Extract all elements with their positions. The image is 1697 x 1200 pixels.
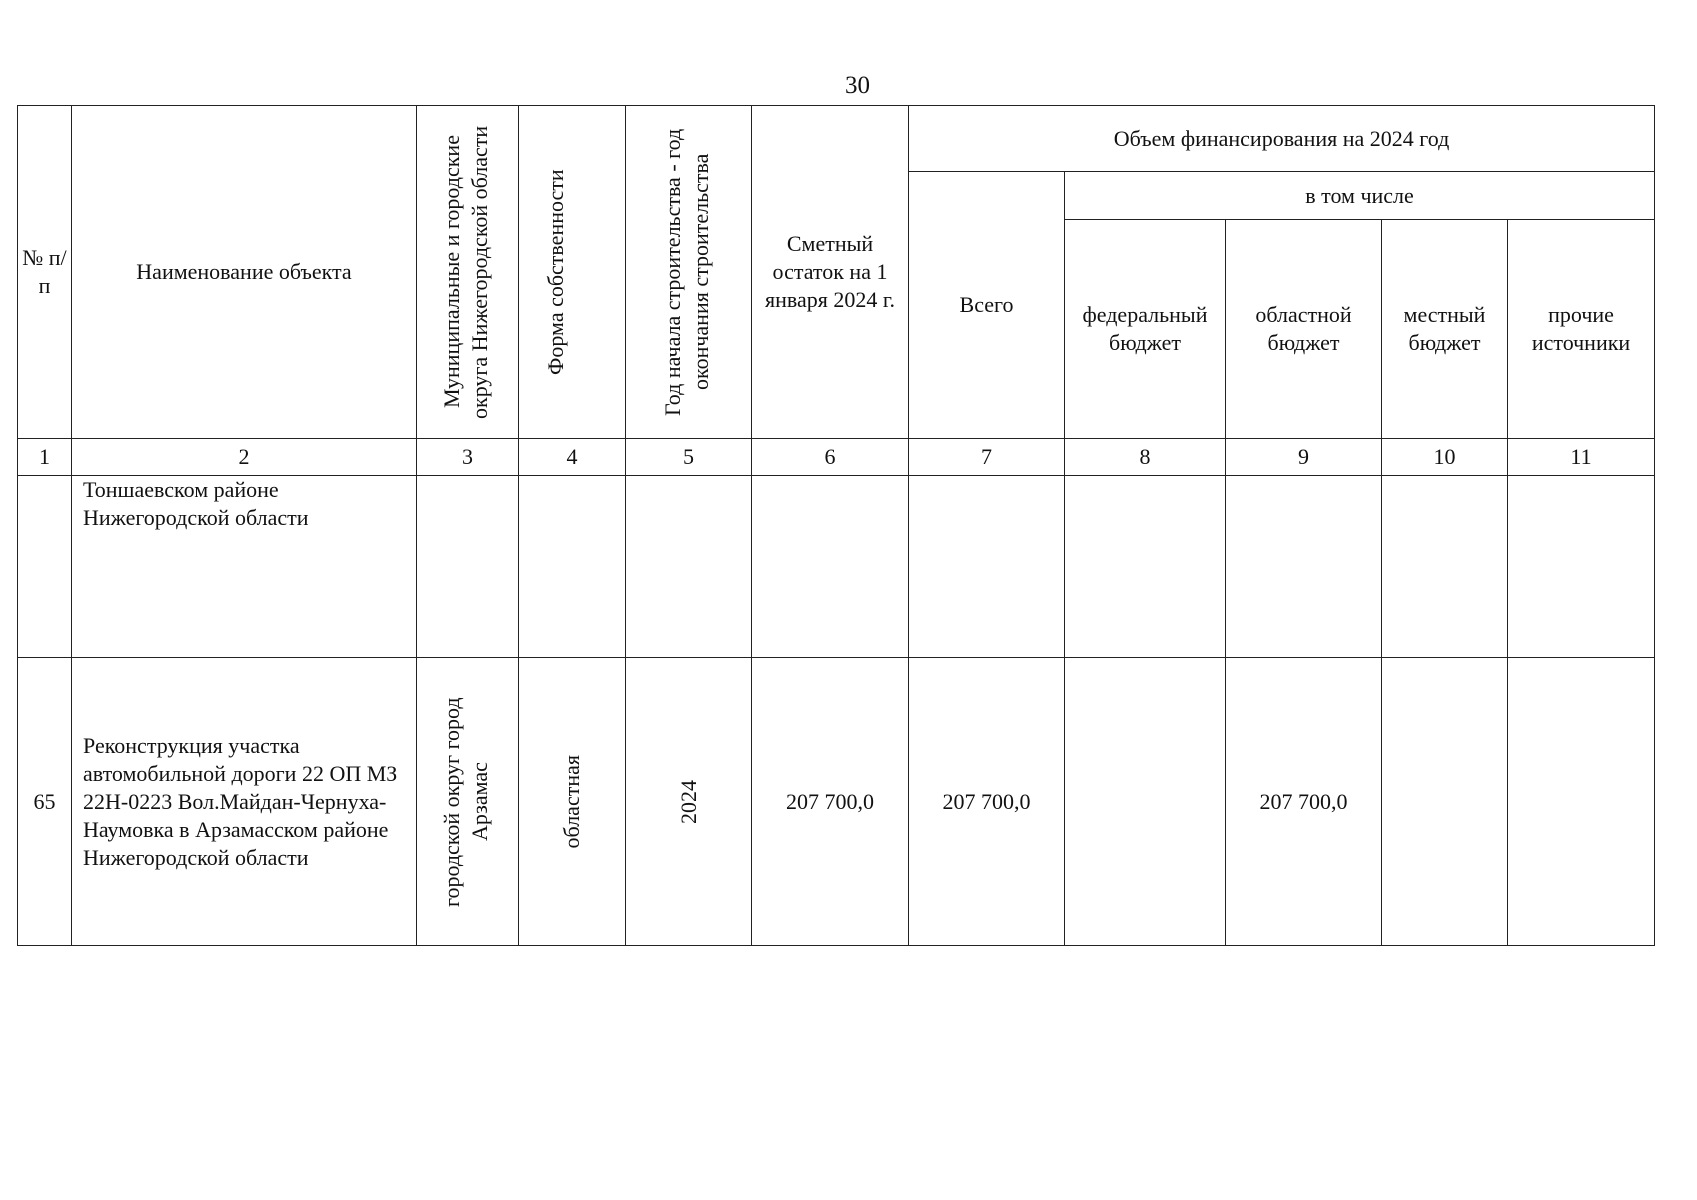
row-ownership (519, 658, 626, 946)
row-local (1382, 476, 1508, 658)
column-number: 9 (1226, 439, 1382, 476)
row-municipality-text: городской округ город Арзамас (438, 696, 492, 907)
header-municipality (417, 106, 519, 439)
row-local (1382, 658, 1508, 946)
column-number: 5 (626, 439, 752, 476)
row-years (626, 658, 752, 946)
page-number: 30 (845, 72, 870, 99)
row-other (1508, 658, 1655, 946)
header-municipality-text: Муниципальные и городские округа Нижегородской области (438, 125, 492, 419)
column-number: 7 (909, 439, 1065, 476)
header-including: в том числе (1065, 172, 1655, 220)
column-number: 2 (72, 439, 417, 476)
header-total: Всего (909, 172, 1065, 439)
table-row (18, 476, 1655, 658)
row-federal (1065, 476, 1226, 658)
header-federal: федеральный бюджет (1065, 220, 1226, 439)
row-estimate (752, 476, 909, 658)
header-ownership-text: Форма собственности (543, 169, 568, 375)
row-regional (1226, 476, 1382, 658)
row-federal (1065, 658, 1226, 946)
row-total (909, 476, 1065, 658)
row-regional: 207 700,0 (1226, 658, 1382, 946)
header-other: прочие источники (1508, 220, 1655, 439)
column-number: 11 (1508, 439, 1655, 476)
row-municipality (417, 658, 519, 946)
header-estimate: Сметный остаток на 1 января 2024 г. (752, 106, 909, 439)
header-regional: областной бюджет (1226, 220, 1382, 439)
column-number: 6 (752, 439, 909, 476)
row-num (18, 476, 72, 658)
row-estimate: 207 700,0 (752, 658, 909, 946)
header-years-text: Год начала строительства - год окончания строительства (659, 128, 713, 416)
header-years (626, 106, 752, 439)
column-number: 1 (18, 439, 72, 476)
header-local: местный бюджет (1382, 220, 1508, 439)
header-financing: Объем финансирования на 2024 год (909, 106, 1655, 172)
row-num: 65 (18, 658, 72, 946)
column-number: 10 (1382, 439, 1508, 476)
header-num: № п/п (18, 106, 72, 439)
row-name: Реконструкция участка автомобильной дороги 22 ОП МЗ 22Н-0223 Вол.Майдан-Чернуха-Наумовка в Арзамасском районе Нижегородской области (72, 658, 417, 946)
row-total: 207 700,0 (909, 658, 1065, 946)
column-number: 4 (519, 439, 626, 476)
row-municipality (417, 476, 519, 658)
column-number: 3 (417, 439, 519, 476)
row-ownership (519, 476, 626, 658)
row-years (626, 476, 752, 658)
column-number: 8 (1065, 439, 1226, 476)
row-years-text: 2024 (675, 779, 701, 824)
header-ownership (519, 106, 626, 439)
row-other (1508, 476, 1655, 658)
table-row (18, 658, 1655, 946)
header-name: Наименование объекта (72, 106, 417, 439)
row-name: Тоншаевском районе Нижегородской области (72, 476, 417, 658)
financing-table (17, 105, 1655, 946)
row-ownership-text: областная (559, 754, 584, 849)
